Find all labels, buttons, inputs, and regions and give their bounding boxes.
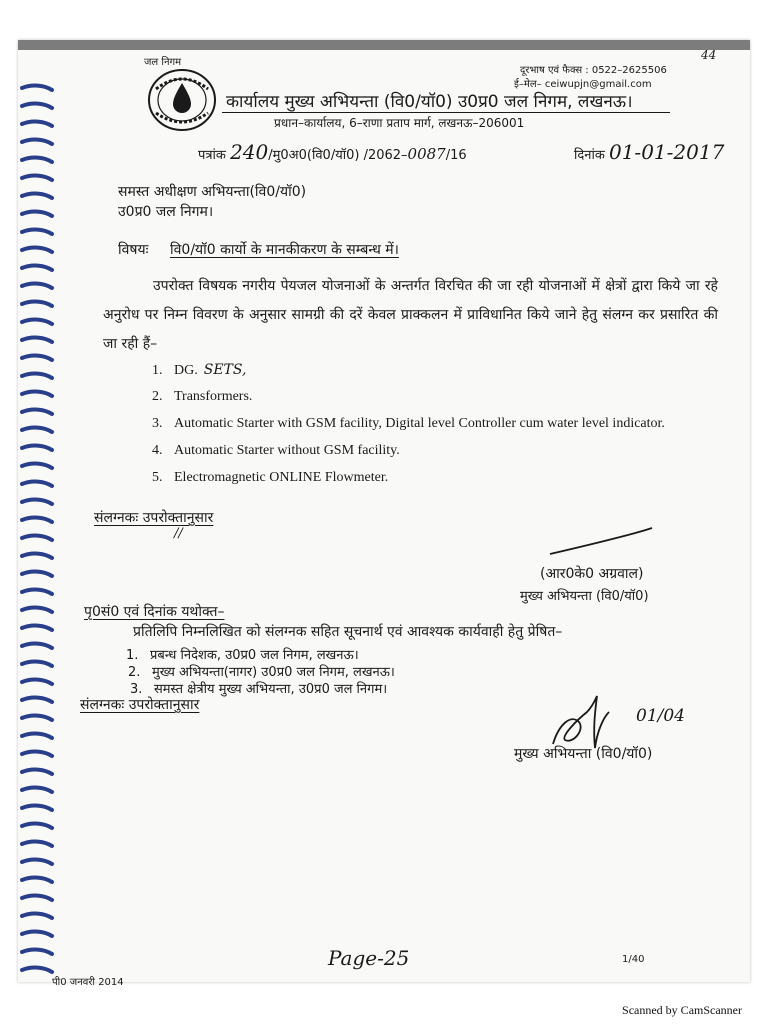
copy-recipient-number: 3.	[130, 682, 143, 697]
enclosure-mark: //	[174, 526, 183, 541]
signature-1	[546, 526, 656, 558]
spiral-coil	[22, 248, 52, 252]
dept-small-label: जल निगम	[144, 57, 182, 68]
date-value: 01-01-2017	[608, 140, 725, 164]
spiral-coil	[22, 122, 52, 126]
patrank-body: /मु0अ0(वि0/यॉ0) /2062–	[268, 148, 408, 163]
spiral-coil	[22, 212, 52, 216]
spiral-coil	[22, 860, 52, 864]
spiral-coil	[22, 824, 52, 828]
patrank-number: 240	[230, 140, 269, 164]
spiral-coil	[22, 968, 52, 972]
spiral-coil	[22, 770, 52, 774]
spiral-coil	[22, 680, 52, 684]
contact-phone: दूरभाष एवं फैक्स : 0522–2625506	[520, 65, 667, 76]
scanner-watermark: Scanned by CamScanner	[622, 1003, 742, 1017]
spiral-coil	[22, 428, 52, 432]
list-item-text: Automatic Starter without GSM facility.	[174, 443, 400, 458]
footer-bottom-left: पी0 जनवरी 2014	[52, 977, 124, 988]
subject-text: वि0/यॉ0 कार्यो के मानकीकरण के सम्बन्ध में।	[170, 242, 399, 258]
page-note: Page-25	[328, 946, 410, 970]
spiral-coil	[22, 86, 52, 90]
list-item-text: Automatic Starter with GSM facility, Digital level Controller cum water level indicator.	[174, 416, 665, 431]
list-item	[152, 362, 246, 379]
spiral-coil	[22, 662, 52, 666]
copy-recipient-item	[126, 645, 359, 663]
spiral-coil	[22, 590, 52, 594]
spiral-coil	[22, 950, 52, 954]
spiral-coil	[22, 140, 52, 144]
spiral-coil	[22, 932, 52, 936]
footer-bottom-right: 1/40	[622, 954, 645, 965]
spiral-coil	[22, 266, 52, 270]
spiral-coil	[22, 608, 52, 612]
list-item-text: DG.	[174, 363, 198, 378]
copy-heading: पृ0सं0 एवं दिनांक यथोक्त–	[84, 604, 225, 620]
copy-intro: प्रतिलिपि निम्नलिखित को संलग्नक सहित सूचनार्थ एवं आवश्यक कार्यवाही हेतु प्रेषित–	[133, 624, 563, 640]
spiral-coil	[22, 194, 52, 198]
enclosure-text: संलग्नकः उपरोक्तानुसार	[94, 510, 214, 526]
list-item	[152, 470, 388, 486]
jal-nigam-seal	[146, 67, 218, 133]
signatory1-designation: मुख्य अभियन्ता (वि0/यॉ0)	[520, 589, 649, 604]
body-paragraph: उपरोक्त विषयक नगरीय पेयजल योजनाओं के अन्तर्गत विरचित की जा रही योजनाओं में क्षेत्रों द्वारा किये जा रहे अनुरोध पर निम्न विवरण के अनुसार सामग्री की दरें केवल प्राक्कलन में प्राविधानित किये जाने हेतु संलग्न कर प्रसारित की जा रही हैं–	[103, 278, 718, 352]
list-item-number: 5.	[152, 470, 163, 485]
spiral-coil	[22, 446, 52, 450]
spiral-coil	[22, 734, 52, 738]
spiral-coil	[22, 374, 52, 378]
spiral-coil	[22, 500, 52, 504]
patrank-hand: 0087	[407, 145, 446, 163]
spiral-coil	[22, 626, 52, 630]
copy-recipient-number: 1.	[126, 648, 139, 663]
spiral-coil	[22, 104, 52, 108]
spiral-coil	[22, 788, 52, 792]
spiral-coil	[22, 896, 52, 900]
signature2-date: 01/04	[636, 706, 685, 726]
spiral-coil	[22, 410, 52, 414]
spiral-coil	[22, 482, 52, 486]
list-item-number: 2.	[152, 389, 163, 404]
contact-email: ई–मेल– ceiwupjn@gmail.com	[514, 79, 652, 90]
spiral-coil	[22, 230, 52, 234]
date-line	[574, 140, 724, 164]
spiral-coil	[22, 158, 52, 162]
header-rule	[222, 112, 670, 113]
spiral-coil	[22, 464, 52, 468]
copy-recipient-text: समस्त क्षेत्रीय मुख्य अभियन्ता, उ0प्र0 जल निगम।	[154, 682, 388, 697]
page-corner-mark: 44	[701, 48, 717, 62]
patrank-year: /16	[445, 148, 467, 163]
copy-recipient-number: 2.	[128, 665, 141, 680]
spiral-coil	[22, 878, 52, 882]
list-item	[152, 389, 252, 405]
spiral-coil	[22, 284, 52, 288]
spiral-coil	[22, 914, 52, 918]
spiral-coil	[22, 644, 52, 648]
spiral-coil	[22, 536, 52, 540]
list-item-handwritten: SETS,	[203, 362, 247, 378]
spiral-coil	[22, 698, 52, 702]
list-item-number: 4.	[152, 443, 163, 458]
spiral-coil	[22, 302, 52, 306]
list-item-text: Electromagnetic ONLINE Flowmeter.	[174, 470, 389, 485]
scanned-document-page	[18, 40, 750, 988]
spiral-coil	[22, 338, 52, 342]
spiral-coil	[22, 176, 52, 180]
reference-line	[198, 140, 467, 164]
spiral-coil	[22, 356, 52, 360]
subject-label: विषयः	[118, 242, 149, 258]
spiral-coil	[22, 320, 52, 324]
copy-enclosure: संलग्नकः उपरोक्तानुसार	[80, 697, 200, 713]
list-item-number: 1.	[152, 363, 163, 378]
list-item	[152, 443, 400, 459]
recipient-line1: समस्त अधीक्षण अभियन्ता(वि0/यॉ0)	[118, 184, 307, 200]
office-title: कार्यालय मुख्य अभियन्ता (वि0/यॉ0) उ0प्र0 जल निगम, लखनऊ।	[226, 92, 633, 112]
spiral-coil	[22, 842, 52, 846]
spiral-coil	[22, 716, 52, 720]
signatory1-name: (आर0के0 अग्रवाल)	[540, 566, 644, 582]
scan-edge-band	[18, 40, 750, 50]
signatory2-designation: मुख्य अभियन्ता (वि0/यॉ0)	[514, 746, 653, 762]
office-address: प्रधान–कार्यालय, 6–राणा प्रताप मार्ग, लखनऊ–206001	[274, 116, 525, 130]
spiral-coil	[22, 518, 52, 522]
spiral-coil	[22, 752, 52, 756]
spiral-coil	[22, 554, 52, 558]
copy-recipient-text: मुख्य अभियन्ता(नागर) उ0प्र0 जल निगम, लखनऊ।	[152, 665, 395, 680]
spiral-binding	[18, 80, 58, 980]
list-item-text: Transformers.	[174, 389, 253, 404]
list-item-number: 3.	[152, 416, 163, 431]
spiral-coil	[22, 392, 52, 396]
recipient-line2: उ0प्र0 जल निगम।	[118, 204, 214, 220]
patrank-label: पत्रांक	[198, 148, 226, 163]
spiral-coil	[22, 572, 52, 576]
list-item	[152, 416, 665, 432]
copy-recipient-text: प्रबन्ध निदेशक, उ0प्र0 जल निगम, लखनऊ।	[150, 648, 359, 663]
spiral-coil	[22, 806, 52, 810]
copy-recipient-item	[128, 662, 395, 680]
date-label: दिनांक	[574, 148, 605, 163]
